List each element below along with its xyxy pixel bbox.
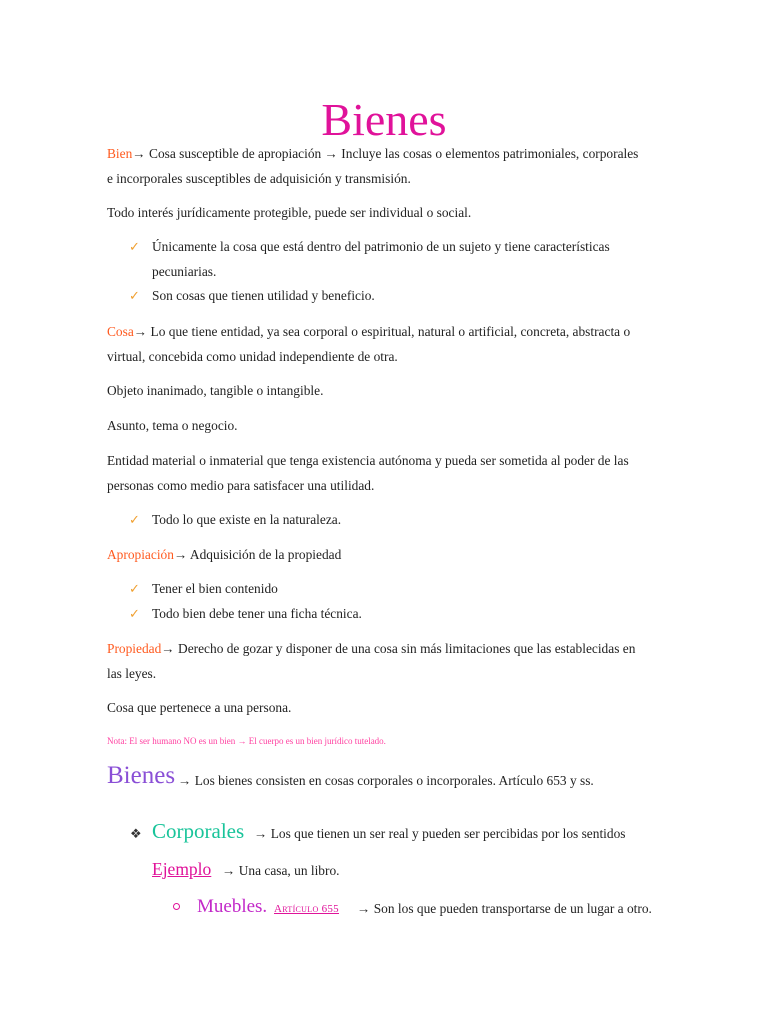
bien-line1: Cosa susceptible de apropiación → Incluye las cosas o elementos patrimoniales, corporales — [145, 146, 639, 161]
diamond-bullet-icon: ❖ — [130, 826, 142, 841]
checkmark-icon: ✓ — [129, 581, 140, 596]
bullet-text: Únicamente la cosa que está dentro del patrimonio de un sujeto y tiene características — [152, 239, 610, 254]
checkmark-icon: ✓ — [129, 239, 140, 254]
bien-term: Bien — [107, 146, 133, 161]
articulo-655-link[interactable]: Artículo 655 — [274, 903, 339, 915]
bullet-text: Son cosas que tienen utilidad y beneficio. — [152, 288, 375, 303]
asunto-paragraph: Asunto, tema o negocio. — [107, 418, 238, 433]
arrow: → — [173, 547, 188, 562]
corporales-heading: Corporales — [152, 819, 245, 843]
entidad-line2: personas como medio para satisfacer una utilidad. — [107, 477, 375, 493]
page-title: Bienes — [321, 94, 447, 145]
bullet-text-cont: pecuniarias. — [152, 263, 217, 279]
list-item — [129, 235, 661, 284]
propiedad-line2: las leyes. — [107, 665, 157, 681]
arrow: → — [132, 146, 146, 161]
cosa-line1: Lo que tiene entidad, ya sea corporal o espiritual, natural o artificial, concreta, abstracta o — [147, 324, 631, 339]
checkmark-icon: ✓ — [129, 288, 140, 303]
objeto-paragraph: Objeto inanimado, tangible o intangible. — [107, 383, 324, 398]
cosa-term: Cosa — [107, 324, 134, 339]
muebles-description: → Son los que pueden transportarse de un lugar a otro. — [357, 901, 652, 916]
bullet-text: Todo bien debe tener una ficha técnica. — [152, 606, 362, 621]
muebles-heading: Muebles. — [197, 896, 268, 917]
bienes-heading: Bienes — [107, 762, 176, 789]
checkmark-icon: ✓ — [129, 512, 140, 527]
entidad-paragraph — [107, 449, 662, 498]
list-item — [129, 602, 661, 627]
entidad-line1: Entidad material o inmaterial que tenga existencia autónoma y pueda ser sometida al poder de las — [107, 453, 629, 468]
arrow: → — [161, 641, 175, 656]
cosa-pertenece-paragraph: Cosa que pertenece a una persona. — [107, 700, 292, 715]
nota-text: Nota: El ser humano NO es un bien → El cuerpo es un bien jurídico tutelado. — [107, 736, 386, 746]
list-item — [129, 577, 661, 602]
ejemplo-label: Ejemplo — [152, 859, 212, 879]
bullet-text: Todo lo que existe en la naturaleza. — [152, 512, 342, 527]
bien-line2: e incorporales susceptibles de adquisición y transmisión. — [107, 170, 411, 186]
ejemplo-description: → Una casa, un libro. — [222, 863, 340, 878]
cosa-paragraph — [107, 320, 662, 369]
corporales-description: → Los que tienen un ser real y pueden ser percibidas por los sentidos — [254, 826, 626, 841]
bien-paragraph — [107, 142, 662, 191]
apropiacion-paragraph — [107, 543, 662, 568]
bienes-description: → Los bienes consisten en cosas corporales o incorporales. Artículo 653 y ss. — [178, 773, 594, 788]
arrow: → — [133, 324, 148, 339]
apropiacion-rest: Adquisición de la propiedad — [187, 547, 342, 562]
propiedad-paragraph — [107, 637, 662, 686]
apropiacion-term: Apropiación — [107, 547, 174, 562]
circle-bullet-icon — [173, 903, 180, 910]
propiedad-line1: Derecho de gozar y disponer de una cosa sin más limitaciones que las establecidas en — [174, 641, 636, 656]
cosa-line2: virtual, concebida como unidad independiente de otra. — [107, 348, 398, 364]
checkmark-icon: ✓ — [129, 606, 140, 621]
bullet-text: Tener el bien contenido — [152, 581, 278, 596]
propiedad-term: Propiedad — [107, 641, 162, 656]
list-item — [129, 284, 661, 309]
todo-interes-paragraph: Todo interés jurídicamente protegible, puede ser individual o social. — [107, 205, 472, 220]
list-item — [129, 508, 661, 533]
